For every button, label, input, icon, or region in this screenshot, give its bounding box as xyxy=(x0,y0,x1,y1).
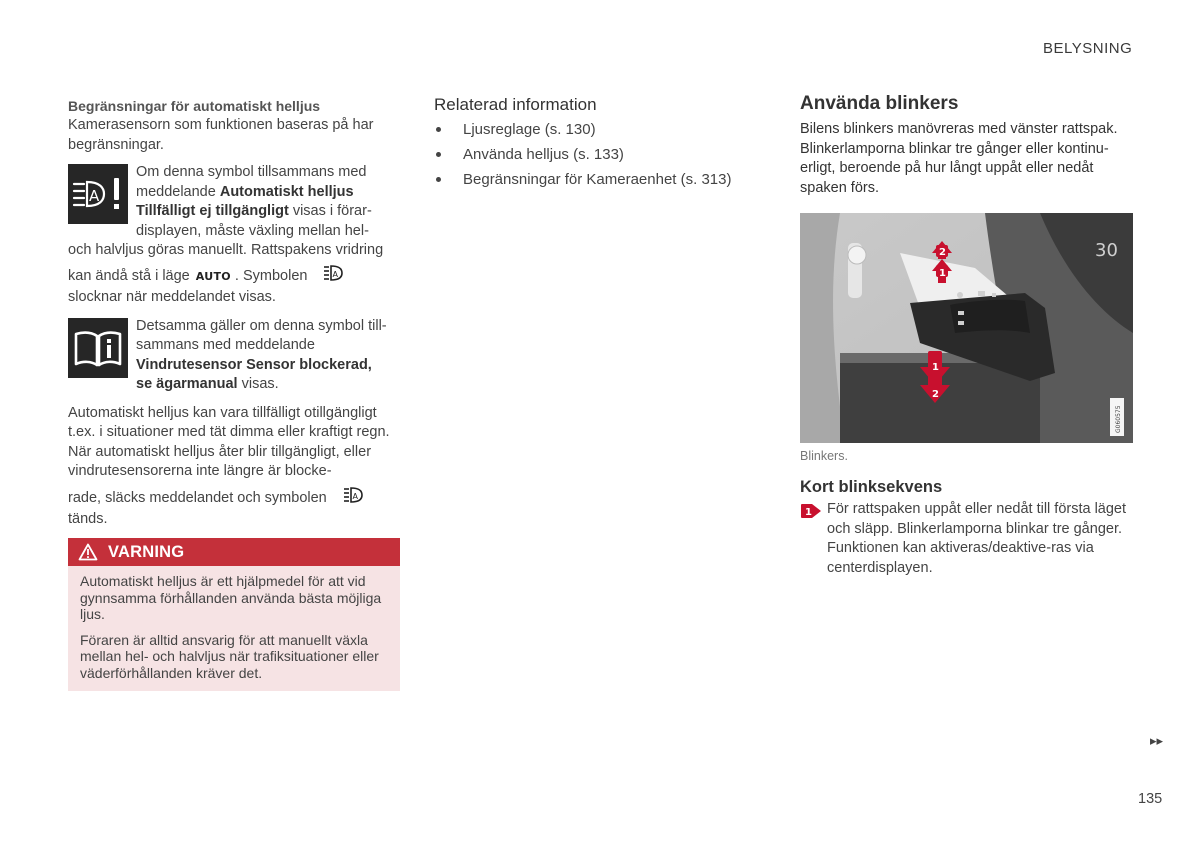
intro-text: Kamerasensorn som funktionen baseras på har begränsningar. xyxy=(68,117,374,153)
manual-book-icon xyxy=(68,318,128,378)
related-list xyxy=(434,117,764,192)
step-1 xyxy=(800,500,1130,578)
p1-line5: och halvljus göras manuellt. Rattspakens vridring xyxy=(68,242,384,258)
auto-highbeam-icon xyxy=(323,264,345,289)
photo-caption: Blinkers. xyxy=(800,449,848,463)
warning-body xyxy=(68,566,400,691)
auto-highbeam-icon xyxy=(343,486,365,511)
speed-readout: 30 xyxy=(1095,240,1118,261)
related-info xyxy=(434,95,764,192)
p3-end: tänds. xyxy=(68,511,108,527)
limitations-column xyxy=(68,97,400,530)
page-number: 135 xyxy=(1138,791,1163,807)
step-2-down-label: 2 xyxy=(932,389,939,400)
p1-line1: Om denna symbol tillsammans med xyxy=(136,164,367,180)
p1-line2: meddelande Automatiskt helljus xyxy=(136,183,354,200)
p1-line7: slocknar när meddelandet visas. xyxy=(68,289,276,305)
p1-line3: Tillfälligt ej tillgängligt visas i förar- xyxy=(136,203,372,219)
p2-line3: Vindrutesensor Sensor blockerad, xyxy=(136,356,372,373)
related-link[interactable]: Ljusreglage (s. 130) xyxy=(434,117,764,142)
step-2-up-label: 2 xyxy=(939,247,946,258)
page-title: Använda blinkers xyxy=(800,93,959,114)
sensor-warning-block xyxy=(68,317,400,395)
camera-warning-block xyxy=(68,163,400,241)
step-1-down-label: 1 xyxy=(932,362,939,373)
svg-text:A: A xyxy=(332,269,339,279)
related-title: Relaterad information xyxy=(434,95,597,114)
next-page-icon[interactable]: ▸▸ xyxy=(1150,733,1164,748)
warning-header xyxy=(68,538,400,566)
turn-signal-photo xyxy=(800,213,1133,443)
related-link[interactable]: Använda helljus (s. 133) xyxy=(434,142,764,167)
p3-text: Automatiskt helljus kan vara tillfälligt otillgängligt t.ex. i situationer med tät dimma eller kraftigt regn. När automatiskt helljus åter blir tillgängligt, eller vindrutesensorerna inte längre är blocke- xyxy=(68,404,390,479)
section-header: BELYSNING xyxy=(1043,40,1133,57)
p3-last-line: rade, släcks meddelandet och symbolen A xyxy=(68,486,400,511)
warning-paragraph-2: Föraren är alltid ansvarig för att manuellt växla mellan hel- och halvljus när trafiksituationer eller väderförhållanden kräver det. xyxy=(80,631,379,681)
warning-box xyxy=(68,538,400,691)
image-code: G060575 xyxy=(1115,405,1122,433)
svg-text:A: A xyxy=(352,491,358,501)
p1-line4: displayen, måste växling mellan hel- xyxy=(136,222,369,239)
svg-text:1: 1 xyxy=(805,507,812,518)
p1-line6: kan ändå stå i läge AUTO . Symbolen A xyxy=(68,264,400,289)
step-1-up-label: 1 xyxy=(939,268,946,279)
step-1-marker-icon xyxy=(800,500,827,578)
turn-signal-intro: Bilens blinkers manövreras med vänster rattspak. Blinkerlamporna blinkar tre gånger eller kontinu-erligt, beroende på hur långt uppåt eller nedåt spaken förs. xyxy=(800,121,1118,196)
p2-line1: Detsamma gäller om denna symbol till- xyxy=(136,317,387,334)
step-1-text: För rattspaken uppåt eller nedåt till första läget och släpp. Blinkerlamporna blinkar tre gånger. Funktionen kan aktiveras/deaktive-ras via centerdisplayen. xyxy=(827,501,1127,576)
p2-line2: sammans med meddelande xyxy=(136,337,315,353)
svg-text:A: A xyxy=(89,187,100,205)
auto-position-symbol: AUTO xyxy=(195,269,231,283)
short-sequence-title: Kort blinksekvens xyxy=(800,478,943,496)
limitations-heading: Begränsningar för automatiskt helljus xyxy=(68,98,321,114)
p2-line4: se ägarmanual visas. xyxy=(136,376,279,392)
warning-paragraph-1: Automatiskt helljus är ett hjälpmedel för att vid gynnsamma förhållanden använda bästa möjliga ljus. xyxy=(80,573,382,622)
warning-triangle-icon xyxy=(78,543,98,561)
warning-title: VARNING xyxy=(108,542,185,561)
related-link[interactable]: Begränsningar för Kameraenhet (s. 313) xyxy=(434,167,764,192)
auto-highbeam-warning-icon xyxy=(68,164,128,224)
